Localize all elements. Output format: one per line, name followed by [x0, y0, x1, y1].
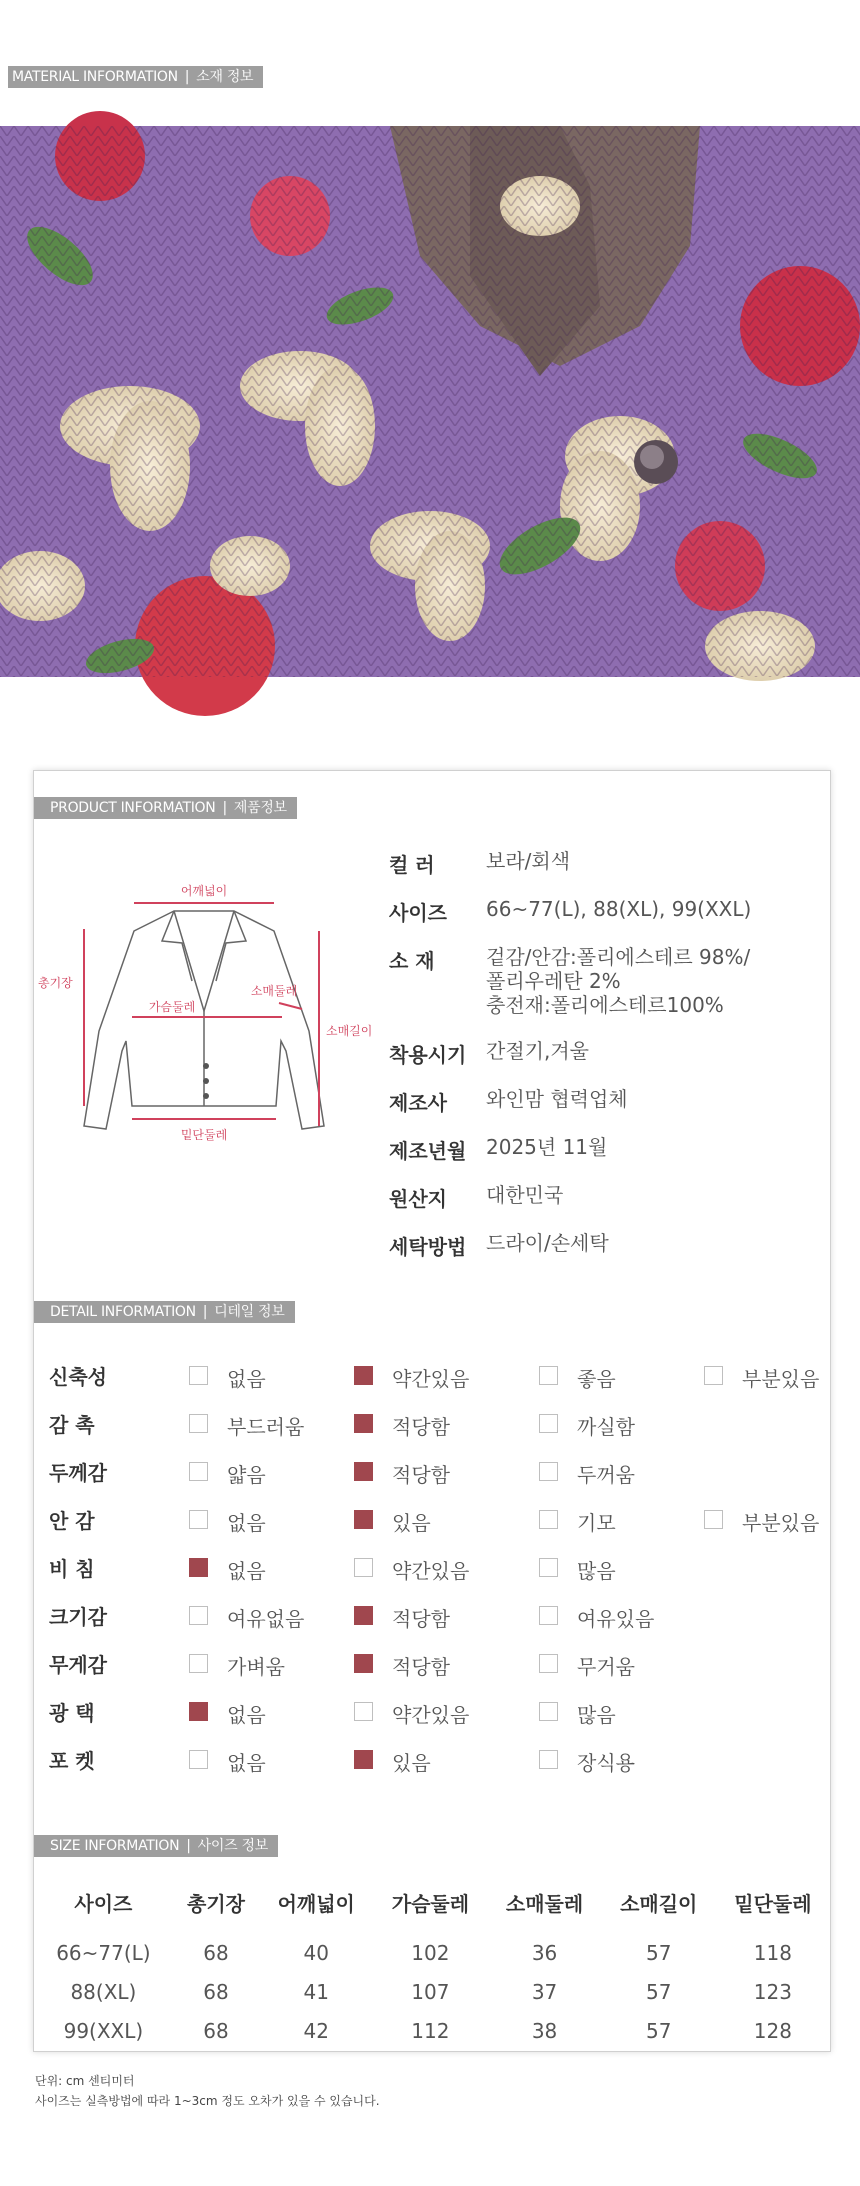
detail-option-label: 약간있음: [392, 1559, 470, 1583]
detail-option-label: 여유없음: [227, 1607, 305, 1631]
detail-option-label: 적당함: [392, 1415, 450, 1439]
diagram-sleeve-length-label: 소매길이: [326, 1024, 373, 1038]
detail-option-label: 부드러움: [227, 1415, 305, 1439]
material-info-label: MATERIAL INFORMATION | 소재 정보: [8, 66, 263, 88]
checkbox-checked[interactable]: [354, 1366, 373, 1385]
diagram-length-label: 총기장: [38, 976, 73, 990]
checkbox-checked[interactable]: [354, 1654, 373, 1673]
detail-option-label: 많음: [577, 1559, 616, 1583]
detail-row: [49, 1553, 829, 1583]
checkbox-unchecked[interactable]: [539, 1414, 558, 1433]
detail-row: [49, 1697, 829, 1727]
checkbox-unchecked[interactable]: [704, 1366, 723, 1385]
detail-row: [49, 1601, 829, 1631]
header-size: 사이즈: [74, 1891, 133, 1916]
checkbox-unchecked[interactable]: [189, 1366, 208, 1385]
detail-option-label: 없음: [227, 1511, 266, 1535]
detail-row-name: 광 택: [49, 1701, 95, 1725]
detail-row-name: 감 촉: [49, 1413, 95, 1437]
checkbox-unchecked[interactable]: [539, 1366, 558, 1385]
detail-option-label: 부분있음: [742, 1367, 820, 1391]
checkbox-unchecked[interactable]: [354, 1558, 373, 1577]
fabric-closeup-photo: [0, 126, 860, 677]
size-table: [34, 1881, 830, 2050]
checkbox-checked[interactable]: [354, 1462, 373, 1481]
product-detail-card: PRODUCT INFORMATION | 제품정보 어깨넓이 총기장 가슴둘레 소매둘레 소매길이 밑단둘레 컬 러 보라/회색 사이즈 66~77(L), 88(XL), 99(XXL) 소 재 겉감/안감:폴리에스테르 98%/ 폴리우레탄 2% 충전재:폴리에스테르100% 착용시기 간절기,겨울 제조사 와인맘 협력업체 제조년월 2025년 11월 원산지 대한민국 세탁방법 드라이/손세탁 DETAIL INFORMATION | 디테일 정보 신축성 없음 약간있음 좋음 부분있음 감 촉 부드러움 적당함 까실함 두께감 얇음 적당함 두꺼움 안 감 없음 있음 기모 부분있음 비 침 없음 약간있음 많음 크기감 여유없음 적당함 여유있음 무게감 가벼움 적당함 무거움 광 택 없음 약간있음 많음 포 켓 없음 있음 장식용 SIZE INFORMATION | 사이즈 정보 사이즈 총기장 어깨넓이 가슴둘레 소매둘레 소매길이 밑단둘레 66~77(L) 68 40 102 36 57 118 88(XL) 68 41 107 37 57 123 99(XXL) 68 42 112 38 57 128: [33, 770, 831, 2052]
checkbox-checked[interactable]: [354, 1606, 373, 1625]
detail-option-label: 많음: [577, 1703, 616, 1727]
detail-row-name: 안 감: [49, 1509, 95, 1533]
diagram-hem-label: 밑단둘레: [180, 1128, 228, 1142]
detail-row: [49, 1457, 829, 1487]
checkbox-unchecked[interactable]: [539, 1558, 558, 1577]
checkbox-unchecked[interactable]: [189, 1462, 208, 1481]
detail-option-label: 없음: [227, 1367, 266, 1391]
unit-note: 단위: cm 센티미터: [35, 2074, 135, 2088]
detail-option-label: 없음: [227, 1703, 266, 1727]
detail-row: [49, 1505, 829, 1535]
detail-option-label: 무거움: [577, 1655, 635, 1679]
table-row: 99(XXL) 68 42 112 38 57 128: [63, 2018, 792, 2043]
detail-option-label: 부분있음: [742, 1511, 820, 1535]
checkbox-checked[interactable]: [189, 1558, 208, 1577]
detail-option-label: 적당함: [392, 1463, 450, 1487]
jacket-size-diagram: [34, 881, 373, 1151]
detail-info-label: DETAIL INFORMATION | 디테일 정보: [34, 1301, 295, 1323]
table-row: 66~77(L) 68 40 102 36 57 118: [56, 1940, 792, 1965]
checkbox-unchecked[interactable]: [539, 1462, 558, 1481]
table-row: 88(XL) 68 41 107 37 57 123: [70, 1979, 792, 2004]
checkbox-unchecked[interactable]: [539, 1702, 558, 1721]
checkbox-unchecked[interactable]: [189, 1606, 208, 1625]
detail-row: [49, 1649, 829, 1679]
checkbox-unchecked[interactable]: [539, 1606, 558, 1625]
checkbox-checked[interactable]: [189, 1702, 208, 1721]
checkbox-unchecked[interactable]: [539, 1510, 558, 1529]
header-length: 총기장: [187, 1891, 245, 1916]
detail-row: [49, 1745, 829, 1775]
size-table-header: [34, 1881, 830, 1923]
header-sleeve-round: 소매둘레: [505, 1891, 584, 1916]
detail-row: [49, 1361, 829, 1391]
detail-option-label: 두꺼움: [577, 1463, 635, 1487]
detail-row-name: 비 침: [49, 1557, 95, 1581]
checkbox-unchecked[interactable]: [539, 1750, 558, 1769]
detail-row: [49, 1409, 829, 1439]
checkbox-checked[interactable]: [354, 1414, 373, 1433]
header-hem: 밑단둘레: [734, 1891, 812, 1916]
detail-option-label: 여유있음: [577, 1607, 655, 1631]
detail-row-name: 두께감: [49, 1461, 107, 1485]
checkbox-unchecked[interactable]: [189, 1414, 208, 1433]
detail-option-label: 없음: [227, 1559, 266, 1583]
detail-row-name: 무게감: [49, 1653, 107, 1677]
detail-option-label: 없음: [227, 1751, 266, 1775]
checkbox-checked[interactable]: [354, 1510, 373, 1529]
size-disclaimer: 사이즈는 실측방법에 따라 1~3cm 정도 오차가 있을 수 있습니다.: [35, 2094, 380, 2108]
diagram-sleeve-round-label: 소매둘레: [250, 984, 298, 998]
header-sleeve-length: 소매길이: [620, 1891, 698, 1916]
detail-option-label: 가벼움: [227, 1655, 285, 1679]
checkbox-unchecked[interactable]: [354, 1702, 373, 1721]
detail-row-name: 신축성: [49, 1365, 107, 1389]
detail-option-label: 약간있음: [392, 1367, 470, 1391]
detail-option-label: 적당함: [392, 1607, 450, 1631]
detail-option-label: 좋음: [577, 1367, 616, 1391]
detail-row-name: 포 켓: [49, 1749, 95, 1773]
product-info-label: PRODUCT INFORMATION | 제품정보: [34, 797, 297, 819]
size-info-label: SIZE INFORMATION | 사이즈 정보: [34, 1835, 278, 1857]
detail-row-name: 크기감: [49, 1605, 107, 1629]
detail-option-label: 약간있음: [392, 1703, 470, 1727]
header-chest: 가슴둘레: [391, 1891, 470, 1916]
detail-option-label: 얇음: [227, 1463, 266, 1487]
checkbox-unchecked[interactable]: [539, 1654, 558, 1673]
checkbox-unchecked[interactable]: [704, 1510, 723, 1529]
diagram-chest-label: 가슴둘레: [148, 1000, 196, 1014]
detail-option-label: 적당함: [392, 1655, 450, 1679]
checkbox-unchecked[interactable]: [189, 1750, 208, 1769]
checkbox-unchecked[interactable]: [189, 1510, 208, 1529]
checkbox-unchecked[interactable]: [189, 1654, 208, 1673]
detail-option-label: 있음: [392, 1751, 431, 1775]
diagram-shoulder-label: 어깨넓이: [180, 884, 228, 898]
detail-option-label: 장식용: [577, 1751, 635, 1775]
checkbox-checked[interactable]: [354, 1750, 373, 1769]
header-shoulder: 어깨넓이: [277, 1891, 355, 1916]
detail-option-label: 까실함: [577, 1415, 635, 1439]
detail-option-label: 기모: [577, 1511, 616, 1535]
detail-option-label: 있음: [392, 1511, 431, 1535]
